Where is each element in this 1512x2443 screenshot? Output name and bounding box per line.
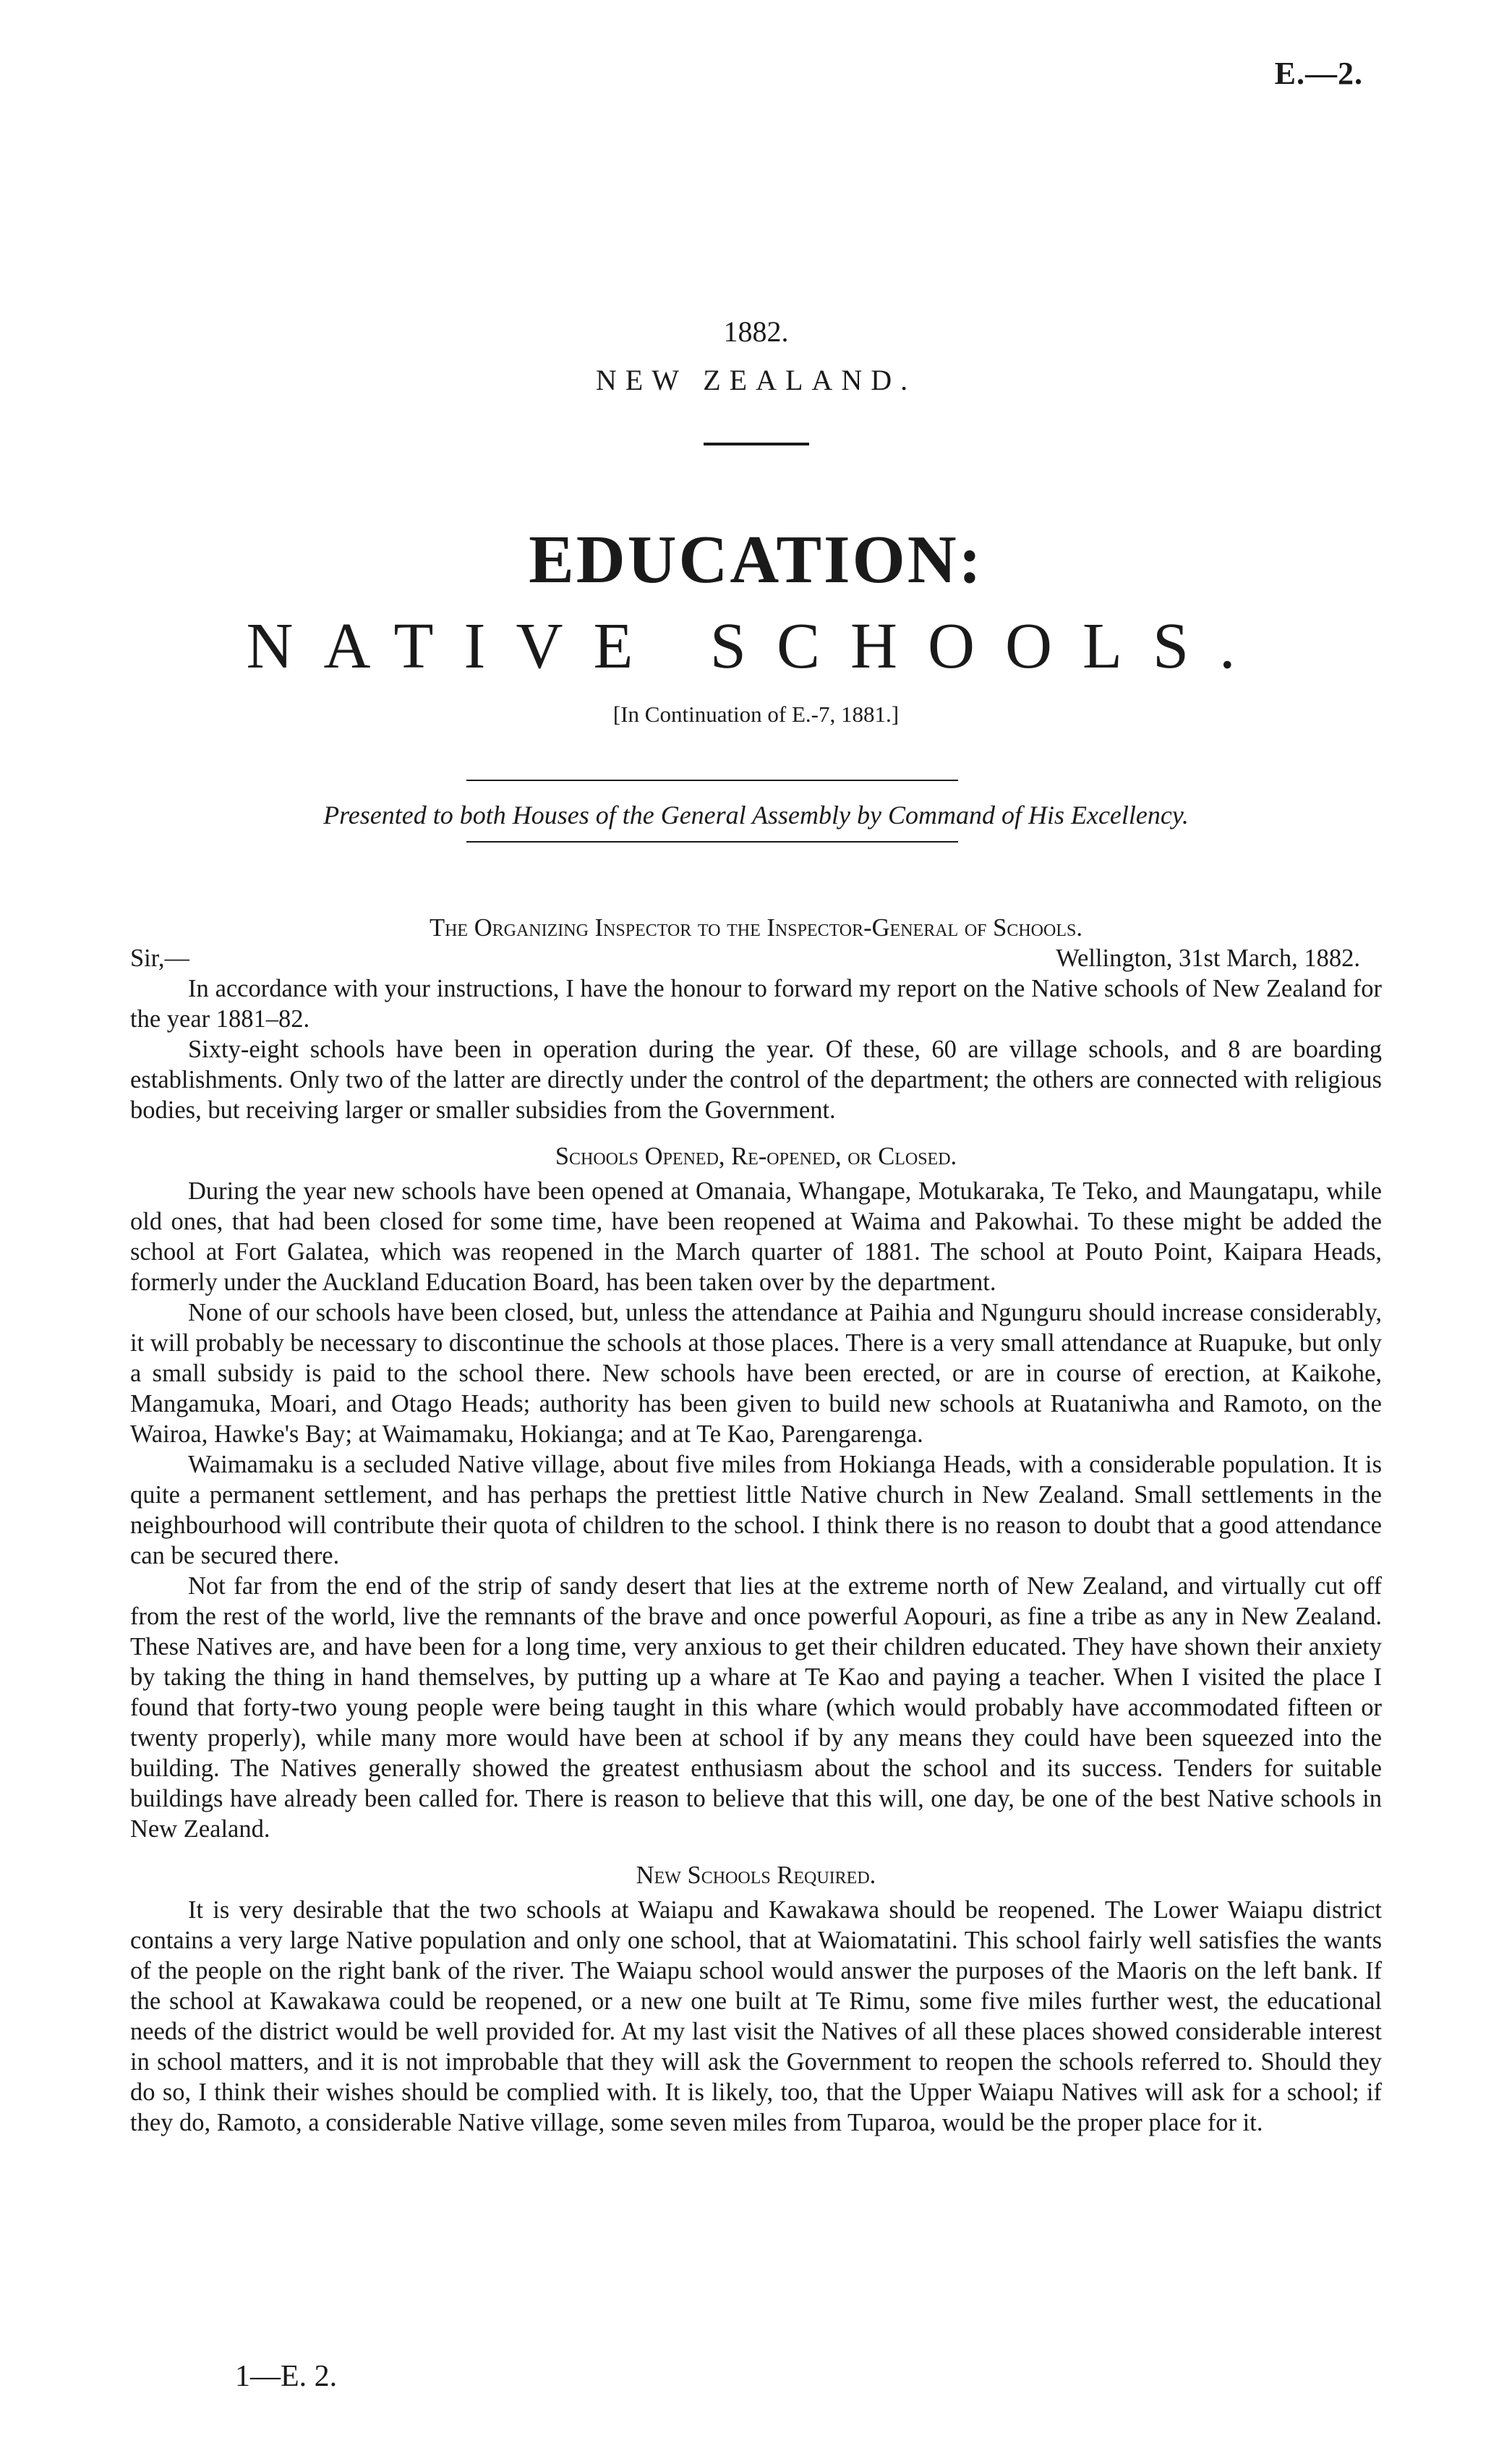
page-signature: 1—E. 2. <box>235 2360 338 2393</box>
paragraph: Waimamaku is a secluded Native village, about five miles from Hokianga Heads, with a considerable population. It is quite a permanent settlement, and has perhaps the prettiest little Native church in New Zealand. Small settlements in the neighbourhood will contribute their quota of children to the school. I think there is no reason to doubt that a good attendance can be secured there. <box>130 1451 1382 1569</box>
section-heading-opened: Schools Opened, Re-opened, or Closed. <box>555 1143 957 1170</box>
page-subtitle: NATIVE SCHOOLS. <box>246 610 1266 682</box>
divider-top <box>466 780 958 781</box>
paragraph: During the year new schools have been opened at Omanaia, Whangape, Motukaraka, Te Teko, and Maungatapu, while old ones, that had been closed for some time, have been reopened at Waima and Pakowhai. To these might be added the school at Fort Galatea, which was reopened in the March quarter of 1881. The school at Pouto Point, Kaipara Heads, formerly under the Auckland Education Board, has been taken over by the department. <box>130 1177 1382 1296</box>
paragraph: None of our schools have been closed, but, unless the attendance at Paihia and Ngunguru should increase considerably, it will probably be necessary to discontinue the schools at those places. There is a very small attendance at Ruapuke, but only a small subsidy is paid to the school there. New schools have been erected, or are in course of erection, at Kaikohe, Mangamuka, Moari, and Otago Heads; authority has been given to build new schools at Ruataniwha and Ramoto, on the Wairoa, Hawke's Bay; at Waimamaku, Hokianga; and at Te Kao, Parengarenga. <box>130 1299 1382 1448</box>
paragraph: Not far from the end of the strip of sandy desert that lies at the extreme north of New Zealand, and virtually cut off from the rest of the world, live the remnants of the brave and once powerful Aopouri, as fine a tribe as any in New Zealand. These Natives are, and have been for a long time, very anxious to get their children educated. They have shown their anxiety by taking the thing in hand themselves, by putting up a whare at Te Kao and paying a teacher. When I visited the place I found that forty-two young people were being taught in this whare (which would probably have accommodated fifteen or twenty properly), while many more would have been at school if by any means they could have been squeezed into the building. The Natives generally showed the greatest enthusiasm about the school and its success. Tenders for suitable buildings have already been called for. There is reason to believe that this will, one day, be one of the best Native schools in New Zealand. <box>130 1572 1382 1843</box>
divider-bottom <box>466 841 958 843</box>
place-date: Wellington, 31st March, 1882. <box>1056 945 1360 972</box>
section-heading-required: New Schools Required. <box>636 1862 876 1889</box>
salutation-row <box>130 943 1382 973</box>
page-title: EDUCATION: <box>529 522 983 597</box>
document-country: NEW ZEALAND. <box>595 364 917 396</box>
page-code: E.—2. <box>1274 56 1363 91</box>
paragraph: In accordance with your instructions, I have the honour to forward my report on the Native schools of New Zealand for the year 1881–82. <box>130 975 1382 1033</box>
salutation: Sir,— <box>130 945 190 972</box>
letter-heading: The Organizing Inspector to the Inspector-General of Schools. <box>430 914 1082 942</box>
document-year: 1882. <box>723 315 789 348</box>
continuation-note: [In Continuation of E.-7, 1881.] <box>612 702 900 727</box>
paragraph: Sixty-eight schools have been in operation during the year. Of these, 60 are village schools, and 8 are boarding establishments. Only two of the latter are directly under the control of the department; the others are connected with religious bodies, but receiving larger or smaller subsidies from the Government. <box>130 1036 1382 1124</box>
paragraph: It is very desirable that the two schools at Waiapu and Kawakawa should be reopened. The Lower Waiapu district contains a very large Native population and only one school, that at Waiomatatini. This school fairly well satisfies the wants of the people on the right bank of the river. The Waiapu school would answer the purposes of the Maoris on the left bank. If the school at Kawakawa could be reopened, or a new one built at Te Rimu, some five miles further west, the educational needs of the district would be well provided for. At my last visit the Natives of all these places showed considerable interest in school matters, and it is not improbable that they will ask the Government to reopen the schools referred to. Should they do so, I think their wishes should be complied with. It is likely, too, that the Upper Waiapu Natives will ask for a school; if they do, Ramoto, a considerable Native village, some seven miles from Tuparoa, would be the proper place for it. <box>130 1896 1382 2136</box>
divider-short <box>704 443 809 445</box>
presented-line: Presented to both Houses of the General Assembly by Command of His Excellency. <box>323 801 1189 830</box>
report-body <box>130 913 1382 2138</box>
